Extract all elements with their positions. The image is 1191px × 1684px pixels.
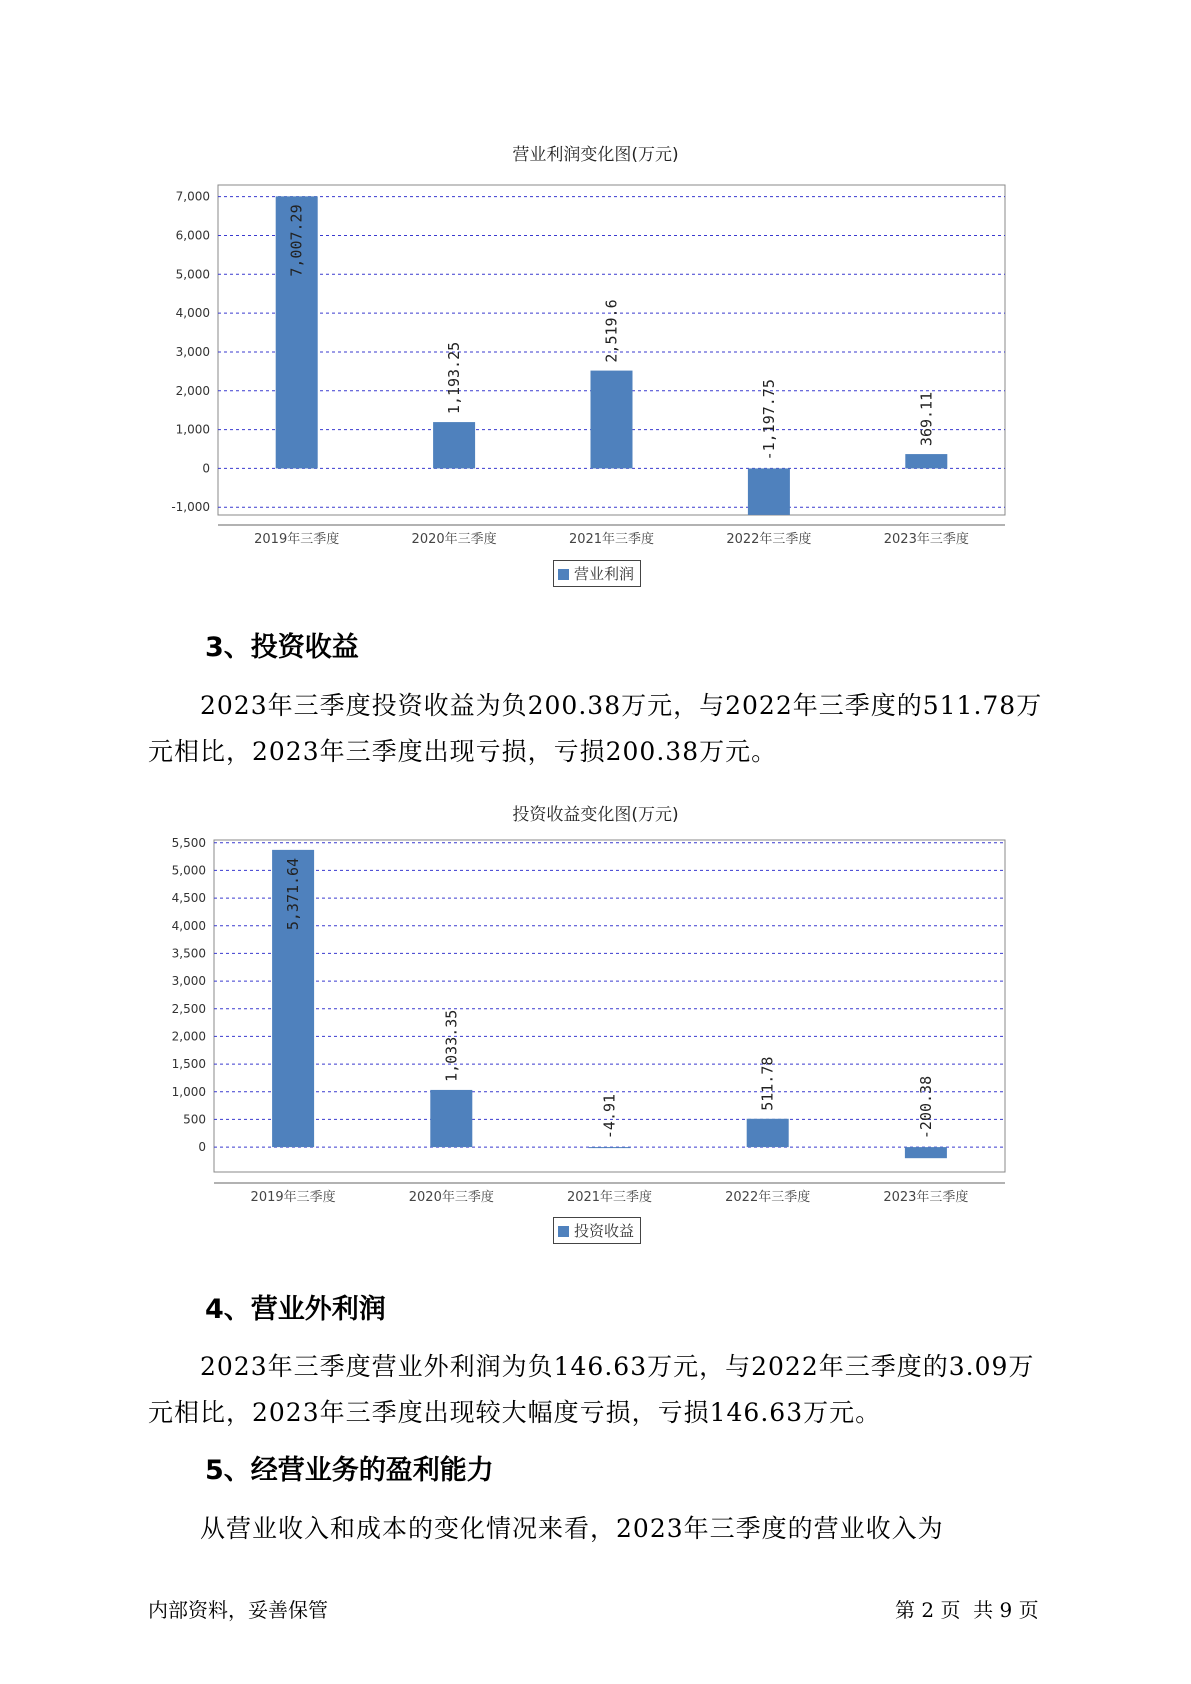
y-tick-label: 3,000	[175, 344, 210, 359]
bar	[747, 1119, 789, 1147]
y-tick-label: 2,500	[171, 1001, 206, 1016]
footer-confidential: 内部资料，妥善保管	[148, 1598, 328, 1622]
y-tick-label: -1,000	[171, 500, 210, 515]
legend-swatch	[558, 569, 569, 580]
y-tick-label: 500	[183, 1112, 206, 1127]
investment-income-chart	[0, 800, 1191, 1250]
x-category-label: 2023年三季度	[883, 1190, 969, 1205]
bar-value-label: 369.11	[917, 391, 936, 447]
x-category-label: 2021年三季度	[566, 1190, 653, 1205]
operating-profit-chart-svg	[0, 140, 1191, 590]
x-category-label: 2023年三季度	[883, 532, 969, 547]
y-tick-label: 2,000	[175, 383, 210, 398]
y-tick-label: 3,000	[171, 974, 206, 989]
y-tick-label: 4,000	[171, 918, 206, 933]
section-paragraph-profitability: 从营业收入和成本的变化情况来看，2023年三季度的营业收入为	[200, 1514, 944, 1543]
bar-value-label: 511.78	[758, 1056, 777, 1111]
bar-value-label: 1,193.25	[445, 341, 464, 415]
y-tick-label: 3,500	[171, 946, 206, 961]
y-tick-label: 1,500	[171, 1057, 206, 1072]
y-tick-label: 6,000	[175, 228, 210, 243]
footer-page-number: 第 2 页 共 9 页	[895, 1598, 1039, 1622]
section-heading-non-operating-profit: 4、营业外利润	[205, 1294, 386, 1325]
legend-label: 投资收益	[574, 1222, 635, 1240]
operating-profit-chart	[0, 140, 1191, 590]
y-tick-label: 4,000	[175, 306, 210, 321]
bar-value-label: 1,033.35	[442, 1009, 461, 1082]
x-category-label: 2019年三季度	[254, 532, 340, 547]
bar-value-label: -1,197.75	[759, 379, 778, 461]
x-category-label: 2020年三季度	[411, 532, 497, 547]
y-tick-label: 1,000	[171, 1084, 206, 1099]
section-heading-investment-income: 3、投资收益	[205, 632, 359, 663]
section-paragraph-non-operating-profit: 2023年三季度营业外利润为负146.63万元，与2022年三季度的3.09万元相比，2023年三季度出现较大幅度亏损，亏损146.63万元。	[148, 1352, 1035, 1427]
y-tick-label: 0	[198, 1140, 206, 1155]
legend-swatch	[558, 1226, 569, 1237]
x-category-label: 2021年三季度	[568, 532, 655, 547]
bar-value-label: -4.91	[600, 1093, 619, 1140]
y-tick-label: 2,000	[171, 1029, 206, 1044]
bar-value-label: 5,371.64	[284, 857, 303, 931]
x-category-label: 2019年三季度	[250, 1190, 336, 1205]
bar	[433, 422, 475, 468]
y-tick-label: 7,000	[175, 189, 210, 204]
y-tick-label: 5,500	[171, 835, 206, 850]
y-tick-label: 4,500	[171, 891, 206, 906]
legend-label: 营业利润	[574, 565, 635, 583]
chart-legend	[553, 1217, 641, 1244]
chart-legend	[553, 560, 641, 587]
y-tick-label: 5,000	[175, 267, 210, 282]
bar	[905, 1147, 947, 1158]
x-category-label: 2020年三季度	[408, 1190, 494, 1205]
y-tick-label: 0	[202, 461, 210, 476]
bar	[591, 371, 633, 469]
chart-title: 营业利润变化图(万元)	[512, 145, 679, 165]
bar-value-label: -200.38	[916, 1075, 935, 1140]
investment-income-chart-svg	[0, 800, 1191, 1250]
bar	[905, 454, 947, 468]
section-paragraph-investment-income: 2023年三季度投资收益为负200.38万元，与2022年三季度的511.78万元相比，2023年三季度出现亏损，亏损200.38万元。	[148, 691, 1043, 766]
bar-value-label: 2,519.6	[602, 299, 621, 363]
x-category-label: 2022年三季度	[725, 1190, 811, 1205]
bar	[430, 1090, 472, 1147]
bar	[748, 468, 790, 515]
section-heading-profitability: 5、经营业务的盈利能力	[205, 1455, 494, 1486]
bar	[589, 1147, 631, 1148]
bar-value-label: 7,007.29	[287, 204, 306, 277]
x-category-label: 2022年三季度	[726, 532, 812, 547]
y-tick-label: 5,000	[171, 863, 206, 878]
y-tick-label: 1,000	[175, 422, 210, 437]
chart-title: 投资收益变化图(万元)	[512, 805, 679, 825]
